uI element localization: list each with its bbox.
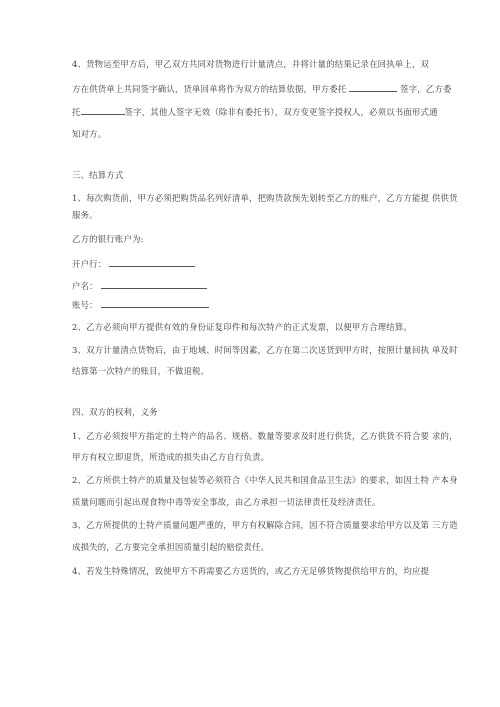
section-3-p2: 2、乙方必须向甲方提供有效的身份证复印件和每次特产的正式发票，以便甲方合理结算。 [72,322,412,332]
clause-4-line-3-text: 签字，其他人签字无效（除非有委托书），双方变更签字授权人，必须以书面形式通 [124,107,438,117]
section-4-p2-line-1: 2、乙方所供土特产的质量及包装等必须符合《中华人民共和国食品卫生法》的要求，如因土特 产本身 [72,475,458,485]
section-3-p3-line-2: 结算第一次特产的账目，不做退税。 [72,366,210,376]
clause-4-line-2-text: 方在供货单上共同签字确认，货单回单将作为双方的结算依据，甲方委托 [72,84,347,94]
clause-4-line-3-start: 托 [72,107,81,117]
section-4-p3-line-2: 成损失的，乙方要完全承担因质量引起的赔偿责任。 [72,542,270,552]
account-number-blank [101,299,209,308]
blank-line [349,83,397,92]
clause-4-line-2 [72,83,452,95]
section-3-heading: 三、结算方式 [72,170,124,180]
clause-4-line-4: 知对方。 [72,129,107,139]
clause-4-line-2-tail: 签字，乙方委 [400,84,452,94]
account-name-field [72,280,207,292]
bank-blank [109,258,195,267]
section-4-p4-line-1: 4、若发生特殊情况，致使甲方不再需要乙方送货的，或乙方无足够货物提供给甲方的，均应提 [72,566,430,576]
section-3-p3-line-1: 3、双方计量清点货物后，由于地域、时间等因素，乙方在第二次送货到甲方时，按照计量回执 单及时 [72,345,458,355]
clause-4-line-3 [72,106,438,118]
section-4-p2-line-2: 质量问题而引起出现食物中毒等安全事故，由乙方承担一切法律责任及经济责任。 [72,497,381,507]
bank-account-title: 乙方的银行账户为: [72,234,144,244]
section-3-p1-line-2: 服务。 [72,210,98,220]
section-3-p1-line-1: 1、每次购货前，甲方必须把购货品名列好清单，把购货款预先划转至乙方的账户，乙方方能提 供供货 [72,193,458,203]
section-4-p1-line-1: 1、乙方必须按甲方指定的土特产的品名、规格、数量等要求及时进行供货，乙方供货不符合要 求的， [72,431,458,441]
account-number-field [72,299,209,311]
section-4-p1-line-2: 甲方有权立即退货，所造成的损失由乙方自行负责。 [72,452,270,462]
bank-label: 开户行： [72,259,107,269]
bank-field [72,258,195,270]
account-name-blank [101,280,207,289]
section-4-p3-line-1: 3、乙方所提供的土特产质量问题严重的，甲方有权解除合同，因不符合质量要求给甲方以及第 三方造 [72,520,458,530]
account-name-label: 户名： [72,281,98,291]
account-number-label: 账号： [72,300,98,310]
blank-line [81,106,125,115]
clause-4-line-1: 4、货物运至甲方后，甲乙双方共同对货物进行计量清点，并将计量的结果记录在回执单上，双 [72,59,430,69]
section-4-heading: 四、双方的权利，义务 [72,407,158,417]
